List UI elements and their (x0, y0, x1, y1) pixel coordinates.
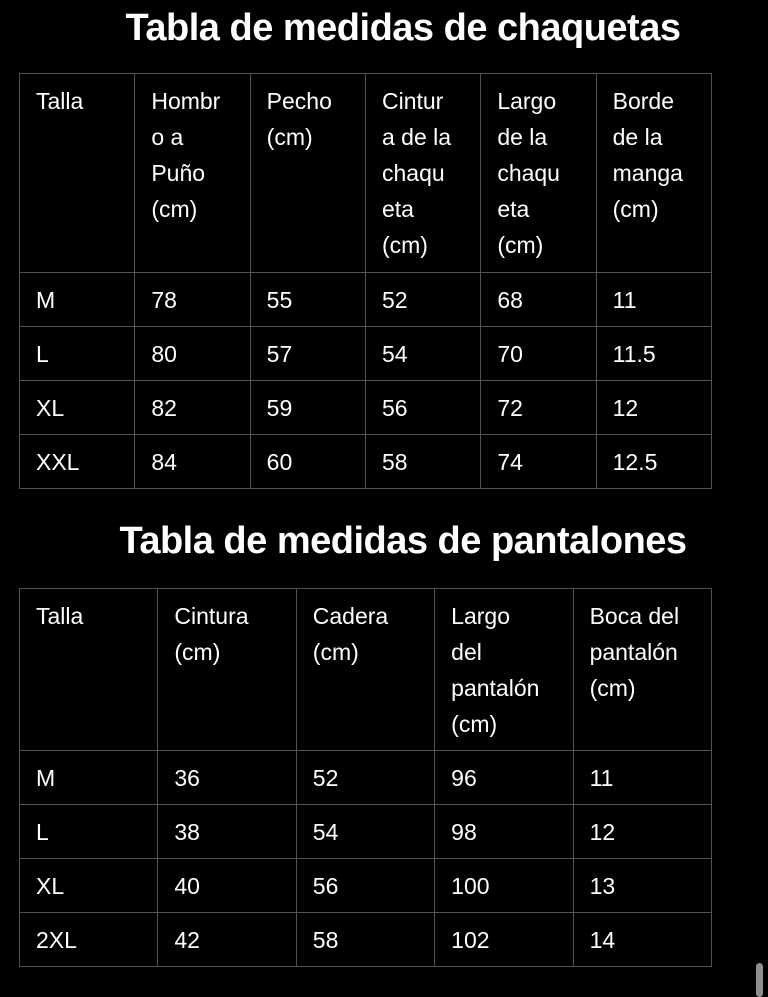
measurement-cell: 52 (296, 751, 434, 805)
measurement-cell: 96 (435, 751, 573, 805)
measurement-cell: 12 (596, 381, 711, 435)
measurement-cell: 82 (135, 381, 250, 435)
measurement-cell: 11.5 (596, 327, 711, 381)
size-charts-page (0, 6, 768, 967)
measurement-cell: 12 (573, 805, 711, 859)
measurement-cell: 38 (158, 805, 296, 859)
table-row (20, 273, 712, 327)
column-header: Borde de la manga (cm) (596, 74, 711, 273)
measurement-cell: 98 (435, 805, 573, 859)
measurement-cell: 12.5 (596, 435, 711, 489)
measurement-cell: 60 (250, 435, 365, 489)
pants-sizes-section (0, 519, 768, 967)
measurement-cell: 80 (135, 327, 250, 381)
column-header: Largo del pantalón (cm) (435, 589, 573, 751)
measurement-cell: 57 (250, 327, 365, 381)
measurement-cell: 59 (250, 381, 365, 435)
measurement-cell: 52 (365, 273, 480, 327)
table-row (20, 435, 712, 489)
column-header: Cintura (cm) (158, 589, 296, 751)
table-row (20, 327, 712, 381)
pants-size-table (19, 588, 712, 967)
header-row (20, 589, 712, 751)
size-label-cell: L (20, 805, 158, 859)
measurement-cell: 58 (296, 913, 434, 967)
measurement-cell: 74 (481, 435, 596, 489)
size-label-cell: XL (20, 381, 135, 435)
column-header: Talla (20, 589, 158, 751)
measurement-cell: 54 (296, 805, 434, 859)
measurement-cell: 40 (158, 859, 296, 913)
table-row (20, 913, 712, 967)
measurement-cell: 72 (481, 381, 596, 435)
measurement-cell: 42 (158, 913, 296, 967)
measurement-cell: 56 (365, 381, 480, 435)
measurement-cell: 58 (365, 435, 480, 489)
measurement-cell: 54 (365, 327, 480, 381)
vertical-scrollbar-thumb[interactable] (756, 963, 763, 997)
jacket-size-table (19, 73, 712, 489)
measurement-cell: 55 (250, 273, 365, 327)
jacket-table-body (20, 273, 712, 489)
table-row (20, 381, 712, 435)
size-label-cell: XL (20, 859, 158, 913)
column-header: Pecho (cm) (250, 74, 365, 273)
pants-table-header (20, 589, 712, 751)
measurement-cell: 84 (135, 435, 250, 489)
table-row (20, 805, 712, 859)
column-header: Hombro a Puño (cm) (135, 74, 250, 273)
jacket-table-title: Tabla de medidas de chaquetas (125, 7, 681, 49)
measurement-cell: 100 (435, 859, 573, 913)
measurement-cell: 56 (296, 859, 434, 913)
measurement-cell: 78 (135, 273, 250, 327)
size-label-cell: 2XL (20, 913, 158, 967)
column-header: Boca del pantalón (cm) (573, 589, 711, 751)
measurement-cell: 14 (573, 913, 711, 967)
measurement-cell: 11 (573, 751, 711, 805)
jacket-sizes-section (0, 6, 768, 489)
measurement-cell: 68 (481, 273, 596, 327)
table-row (20, 751, 712, 805)
measurement-cell: 70 (481, 327, 596, 381)
pants-table-body (20, 751, 712, 967)
size-label-cell: L (20, 327, 135, 381)
size-label-cell: M (20, 751, 158, 805)
jacket-table-header (20, 74, 712, 273)
measurement-cell: 102 (435, 913, 573, 967)
table-row (20, 859, 712, 913)
pants-table-title: Tabla de medidas de pantalones (119, 520, 687, 562)
measurement-cell: 11 (596, 273, 711, 327)
header-row (20, 74, 712, 273)
measurement-cell: 36 (158, 751, 296, 805)
column-header: Largo de la chaqueta (cm) (481, 74, 596, 273)
size-label-cell: M (20, 273, 135, 327)
measurement-cell: 13 (573, 859, 711, 913)
column-header: Talla (20, 74, 135, 273)
column-header: Cintura de la chaqueta (cm) (365, 74, 480, 273)
column-header: Cadera (cm) (296, 589, 434, 751)
size-label-cell: XXL (20, 435, 135, 489)
